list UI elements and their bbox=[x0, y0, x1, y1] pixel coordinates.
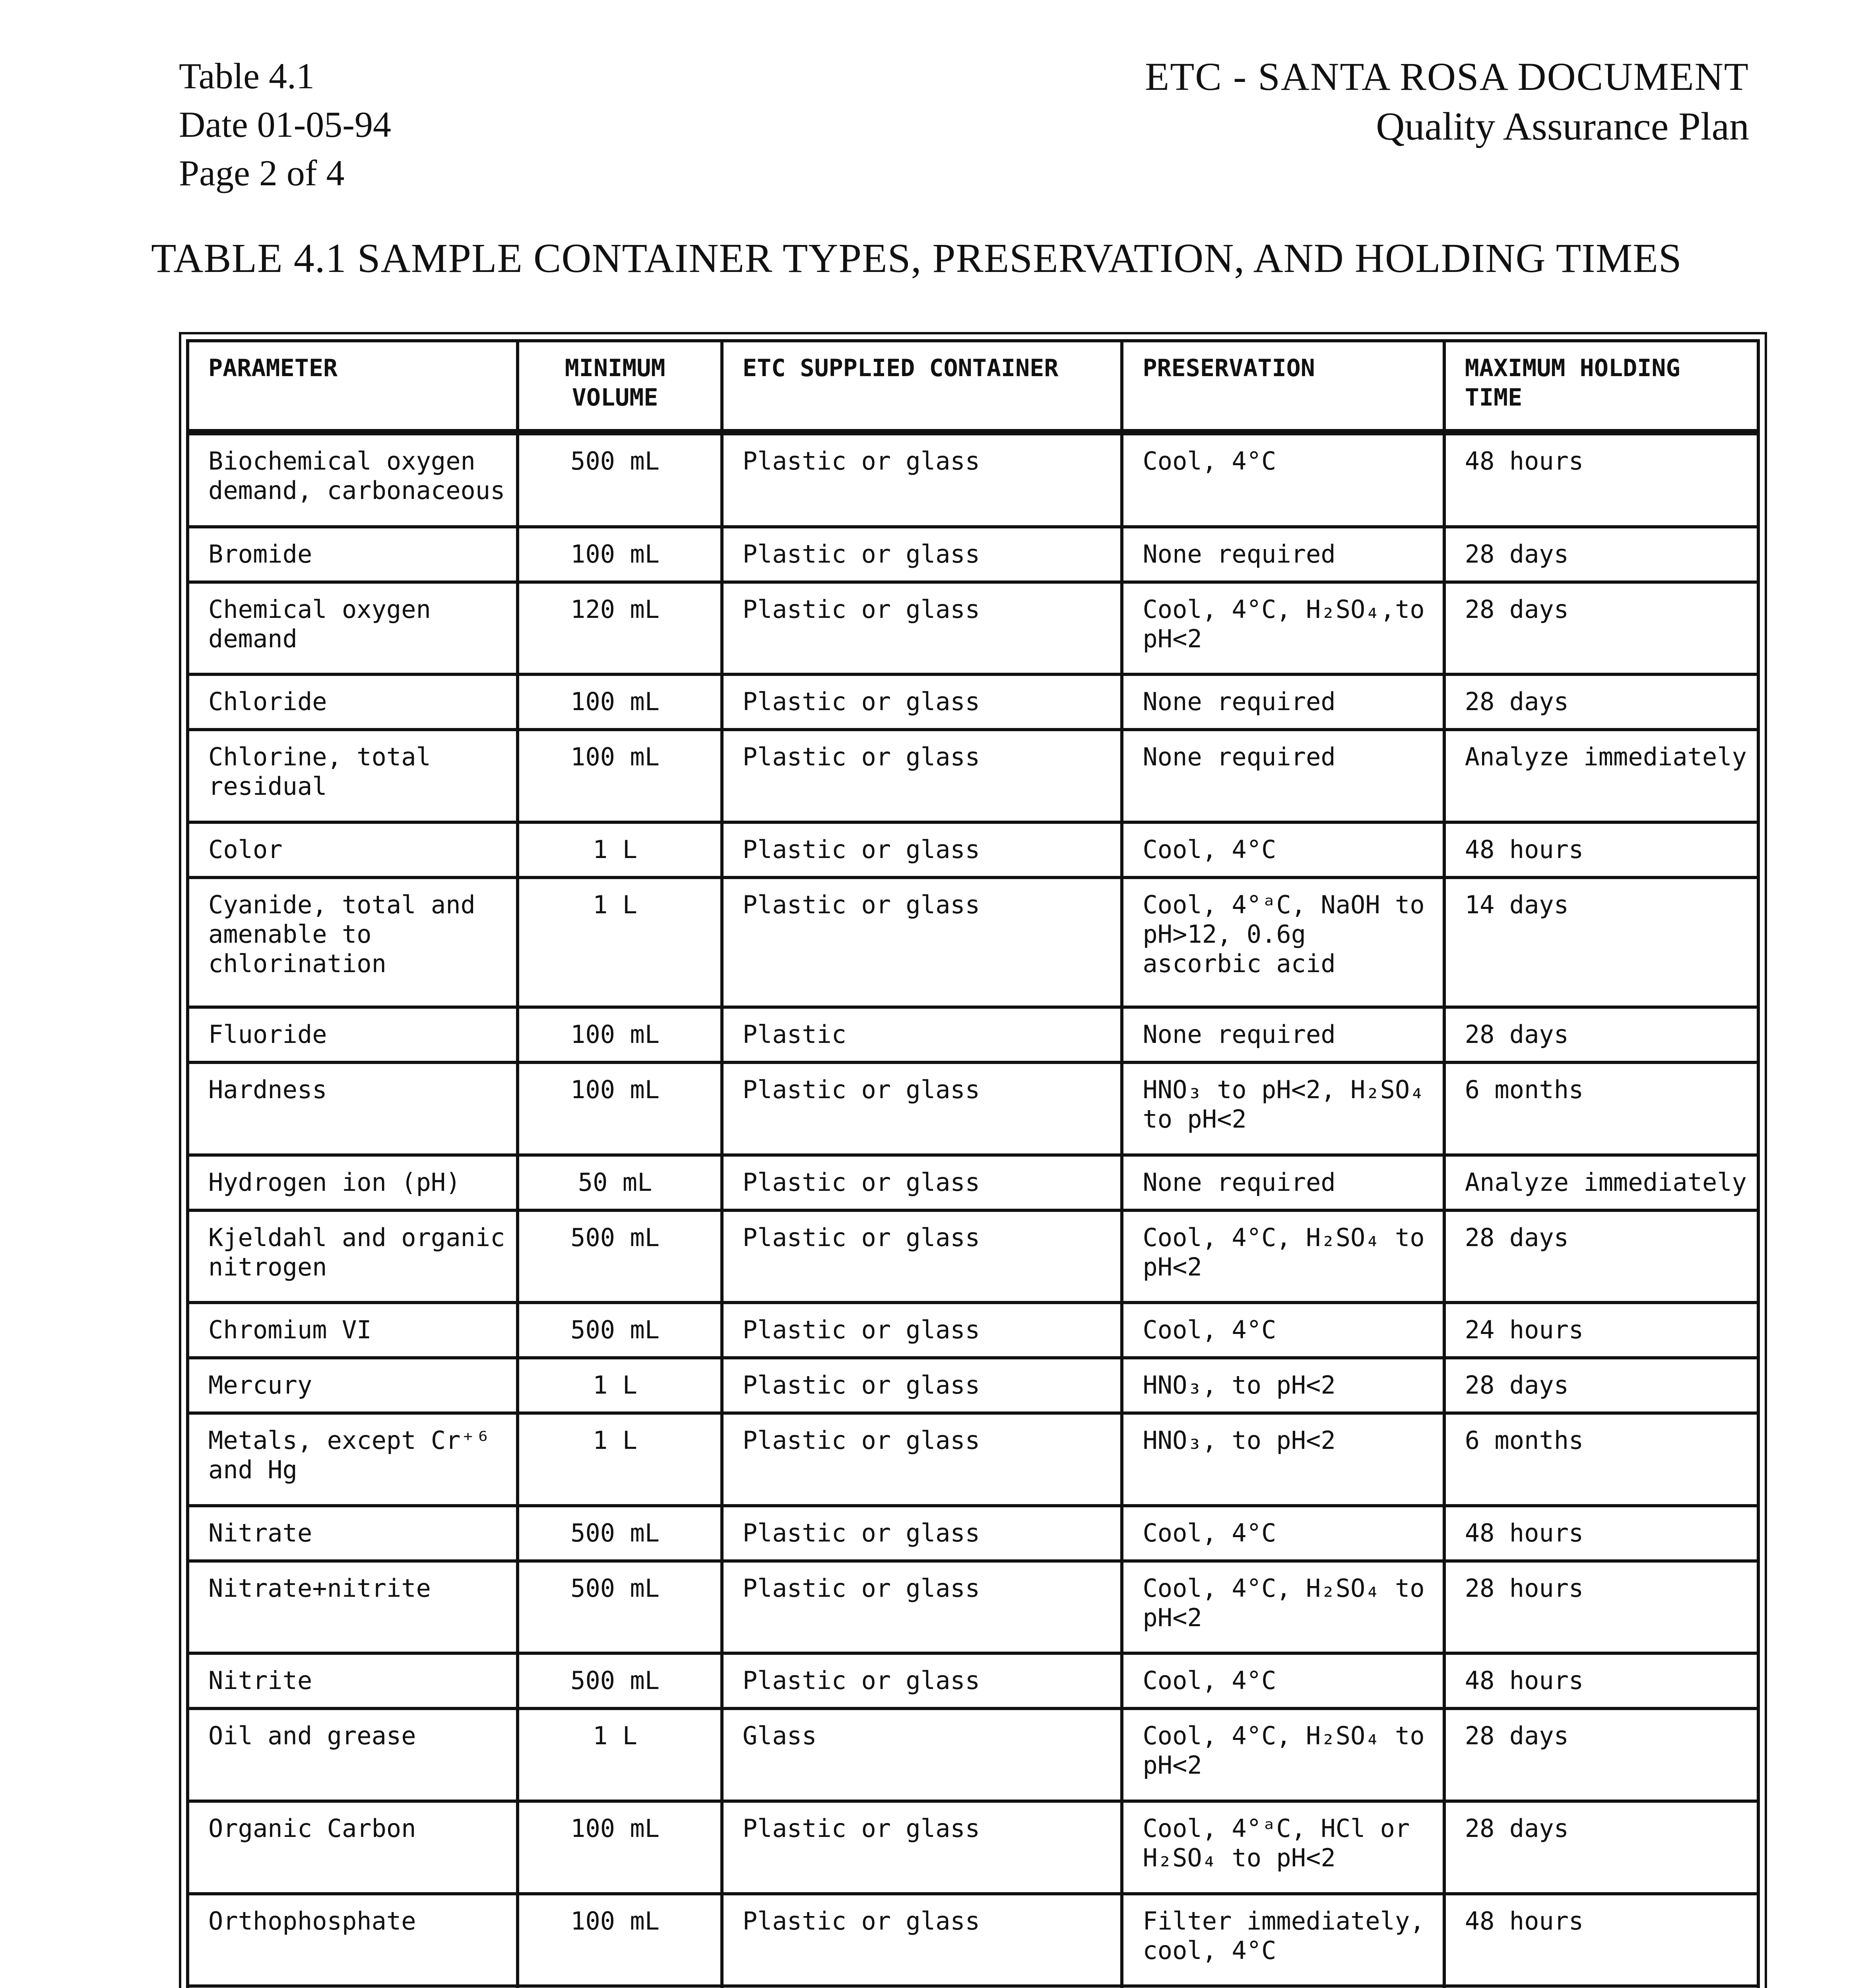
cell-holding-time: 6 months bbox=[1444, 1062, 1758, 1155]
cell-container: Plastic or glass bbox=[722, 730, 1122, 822]
cell-container bbox=[722, 1986, 1122, 1988]
cell-container: Plastic or glass bbox=[722, 1155, 1122, 1210]
table-row bbox=[188, 1561, 1758, 1654]
cell-parameter: Metals, except Cr⁺⁶ and Hg bbox=[188, 1413, 518, 1506]
cell-holding-time: 28 days bbox=[1444, 1801, 1758, 1894]
column-header-container: ETC SUPPLIED CONTAINER bbox=[722, 341, 1122, 432]
cell-preservation: Cool, 4°C, H₂SO₄ to pH<2 bbox=[1122, 1561, 1444, 1654]
cell-preservation: None required bbox=[1122, 674, 1444, 730]
cell-minimum-volume: 100 mL bbox=[518, 730, 722, 822]
cell-container: Plastic or glass bbox=[722, 1506, 1122, 1561]
table-header-row bbox=[188, 341, 1758, 432]
cell-parameter: Kjeldahl and organic nitrogen bbox=[188, 1210, 518, 1303]
column-header-holding-time: MAXIMUM HOLDING TIME bbox=[1444, 341, 1758, 432]
cell-container: Plastic or glass bbox=[722, 1303, 1122, 1358]
table-row bbox=[188, 1894, 1758, 1986]
cell-preservation: Cool, 4°C bbox=[1122, 1653, 1444, 1708]
cell-parameter: Color bbox=[188, 822, 518, 878]
cell-preservation: None required bbox=[1122, 730, 1444, 822]
cell-parameter: Bromide bbox=[188, 527, 518, 582]
sample-container-table bbox=[186, 339, 1760, 1988]
cell-container: Plastic or glass bbox=[722, 1210, 1122, 1303]
table-row bbox=[188, 1062, 1758, 1155]
cell-minimum-volume: 500 mL bbox=[518, 1506, 722, 1561]
cell-preservation: None required bbox=[1122, 1155, 1444, 1210]
cell-container: Plastic or glass bbox=[722, 1062, 1122, 1155]
cell-minimum-volume: 500 mL bbox=[518, 1303, 722, 1358]
cell-preservation: Cool, 4°ᵃC, NaOH to pH>12, 0.6g ascorbic acid bbox=[1122, 878, 1444, 1007]
cell-minimum-volume: 100 mL bbox=[518, 1062, 722, 1155]
cell-holding-time: 48 hours bbox=[1444, 1894, 1758, 1986]
cell-parameter: Nitrite bbox=[188, 1653, 518, 1708]
cell-minimum-volume: 500 mL bbox=[518, 1210, 722, 1303]
cell-parameter: Hardness bbox=[188, 1062, 518, 1155]
cell-holding-time: 24 hours bbox=[1444, 1303, 1758, 1358]
cell-parameter: Nitrate+nitrite bbox=[188, 1561, 518, 1654]
cell-parameter: Hydrogen ion (pH) bbox=[188, 1155, 518, 1210]
cell-preservation: None required bbox=[1122, 527, 1444, 582]
cell-parameter: Nitrate bbox=[188, 1506, 518, 1561]
cell-container: Plastic or glass bbox=[722, 1358, 1122, 1413]
cell-holding-time: 6 months bbox=[1444, 1413, 1758, 1506]
cell-parameter: Biochemical oxygen demand, carbonaceous bbox=[188, 432, 518, 527]
cell-minimum-volume: 100 mL bbox=[518, 1007, 722, 1062]
page-label: Page 2 of 4 bbox=[179, 153, 345, 193]
table-label: Table 4.1 bbox=[179, 56, 315, 96]
cell-holding-time: Analyze immediately bbox=[1444, 730, 1758, 822]
table-row bbox=[188, 1986, 1758, 1988]
table-row bbox=[188, 1506, 1758, 1561]
page-title: TABLE 4.1 SAMPLE CONTAINER TYPES, PRESERVATION, AND HOLDING TIMES bbox=[151, 235, 1682, 281]
cell-minimum-volume: 500 mL bbox=[518, 1561, 722, 1654]
column-header-minimum-volume: MINIMUM VOLUME bbox=[518, 341, 722, 432]
cell-minimum-volume: 1 L bbox=[518, 1358, 722, 1413]
cell-preservation: Filter immediately, cool, 4°C bbox=[1122, 1894, 1444, 1986]
table-row bbox=[188, 730, 1758, 822]
table-row bbox=[188, 1155, 1758, 1210]
cell-holding-time: 28 hours bbox=[1444, 1561, 1758, 1654]
table-row bbox=[188, 674, 1758, 730]
table-row bbox=[188, 1007, 1758, 1062]
cell-container: Plastic or glass bbox=[722, 674, 1122, 730]
cell-holding-time: 28 days bbox=[1444, 1007, 1758, 1062]
cell-minimum-volume: 1 L bbox=[518, 1413, 722, 1506]
cell-preservation: HNO₃ to pH<2, H₂SO₄ to pH<2 bbox=[1122, 1062, 1444, 1155]
cell-container: Plastic or glass bbox=[722, 1894, 1122, 1986]
cell-preservation: Cool, 4°C, H₂SO₄ to pH<2 bbox=[1122, 1210, 1444, 1303]
table-row bbox=[188, 1358, 1758, 1413]
table-row bbox=[188, 1653, 1758, 1708]
cell-parameter: Chlorine, total residual bbox=[188, 730, 518, 822]
cell-parameter: Mercury bbox=[188, 1358, 518, 1413]
cell-preservation: Cool, 4°C bbox=[1122, 822, 1444, 878]
cell-holding-time: 28 days bbox=[1444, 1210, 1758, 1303]
cell-container: Plastic or glass bbox=[722, 1653, 1122, 1708]
cell-container: Plastic or glass bbox=[722, 878, 1122, 1007]
cell-minimum-volume: 1 L bbox=[518, 878, 722, 1007]
cell-preservation: Cool, 4°C bbox=[1122, 1506, 1444, 1561]
cell-minimum-volume: 100 mL bbox=[518, 674, 722, 730]
cell-parameter: Fluoride bbox=[188, 1007, 518, 1062]
table-body bbox=[188, 432, 1758, 1988]
table-row bbox=[188, 1413, 1758, 1506]
plan-label: Quality Assurance Plan bbox=[1376, 104, 1749, 148]
cell-minimum-volume: 50 mL bbox=[518, 1155, 722, 1210]
cell-container: Plastic or glass bbox=[722, 527, 1122, 582]
table-row bbox=[188, 527, 1758, 582]
cell-preservation: Cool, 4°C, H₂SO₄,to pH<2 bbox=[1122, 582, 1444, 675]
cell-holding-time: 48 hours bbox=[1444, 1653, 1758, 1708]
cell-container: Plastic or glass bbox=[722, 1413, 1122, 1506]
table-row bbox=[188, 822, 1758, 878]
table-row bbox=[188, 582, 1758, 675]
table-row bbox=[188, 1801, 1758, 1894]
cell-preservation bbox=[1122, 1986, 1444, 1988]
column-header-parameter: PARAMETER bbox=[188, 341, 518, 432]
cell-preservation: HNO₃, to pH<2 bbox=[1122, 1413, 1444, 1506]
cell-minimum-volume: 1 L bbox=[518, 822, 722, 878]
cell-preservation: Cool, 4°C bbox=[1122, 432, 1444, 527]
cell-minimum-volume: 100 mL bbox=[518, 1894, 722, 1986]
cell-container: Plastic or glass bbox=[722, 1561, 1122, 1654]
column-header-preservation: PRESERVATION bbox=[1122, 341, 1444, 432]
cell-holding-time: 48 hours bbox=[1444, 822, 1758, 878]
cell-preservation: Cool, 4°C bbox=[1122, 1303, 1444, 1358]
cell-minimum-volume: 500 mL bbox=[518, 432, 722, 527]
cell-minimum-volume: 100 mL bbox=[518, 1801, 722, 1894]
sample-container-table-frame bbox=[179, 332, 1767, 1988]
cell-holding-time: 28 days bbox=[1444, 1708, 1758, 1801]
cell-holding-time: 28 days bbox=[1444, 674, 1758, 730]
cell-container: Plastic bbox=[722, 1007, 1122, 1062]
table-row bbox=[188, 1708, 1758, 1801]
cell-container: Plastic or glass bbox=[722, 1801, 1122, 1894]
cell-container: Glass bbox=[722, 1708, 1122, 1801]
cell-parameter: Oil and grease bbox=[188, 1708, 518, 1801]
cell-holding-time: 48 hours bbox=[1444, 1506, 1758, 1561]
cell-holding-time bbox=[1444, 1986, 1758, 1988]
cell-holding-time: 48 hours bbox=[1444, 432, 1758, 527]
table-row bbox=[188, 1303, 1758, 1358]
table-row bbox=[188, 432, 1758, 527]
cell-preservation: None required bbox=[1122, 1007, 1444, 1062]
cell-minimum-volume: 100 mL bbox=[518, 527, 722, 582]
cell-preservation: Cool, 4°C, H₂SO₄ to pH<2 bbox=[1122, 1708, 1444, 1801]
cell-parameter bbox=[188, 1986, 518, 1988]
cell-parameter: Organic Carbon bbox=[188, 1801, 518, 1894]
cell-parameter: Chromium VI bbox=[188, 1303, 518, 1358]
document-header-left bbox=[179, 52, 391, 197]
cell-minimum-volume: 500 mL bbox=[518, 1653, 722, 1708]
cell-container: Plastic or glass bbox=[722, 432, 1122, 527]
document-header-right bbox=[1073, 52, 1749, 151]
cell-holding-time: 28 days bbox=[1444, 527, 1758, 582]
cell-parameter: Chemical oxygen demand bbox=[188, 582, 518, 675]
date-label: Date 01-05-94 bbox=[179, 104, 391, 145]
cell-preservation: Cool, 4°ᵃC, HCl or H₂SO₄ to pH<2 bbox=[1122, 1801, 1444, 1894]
cell-container: Plastic or glass bbox=[722, 822, 1122, 878]
cell-preservation: HNO₃, to pH<2 bbox=[1122, 1358, 1444, 1413]
cell-holding-time: 28 days bbox=[1444, 582, 1758, 675]
cell-minimum-volume: 120 mL bbox=[518, 582, 722, 675]
cell-minimum-volume: 1 L bbox=[518, 1708, 722, 1801]
cell-holding-time: Analyze immediately bbox=[1444, 1155, 1758, 1210]
organization-label: ETC - SANTA ROSA DOCUMENT bbox=[1145, 54, 1749, 99]
table-row bbox=[188, 878, 1758, 1007]
cell-parameter: Orthophosphate bbox=[188, 1894, 518, 1986]
table-row bbox=[188, 1210, 1758, 1303]
cell-parameter: Cyanide, total and amenable to chlorination bbox=[188, 878, 518, 1007]
cell-parameter: Chloride bbox=[188, 674, 518, 730]
cell-holding-time: 28 days bbox=[1444, 1358, 1758, 1413]
cell-holding-time: 14 days bbox=[1444, 878, 1758, 1007]
cell-container: Plastic or glass bbox=[722, 582, 1122, 675]
cell-minimum-volume bbox=[518, 1986, 722, 1988]
